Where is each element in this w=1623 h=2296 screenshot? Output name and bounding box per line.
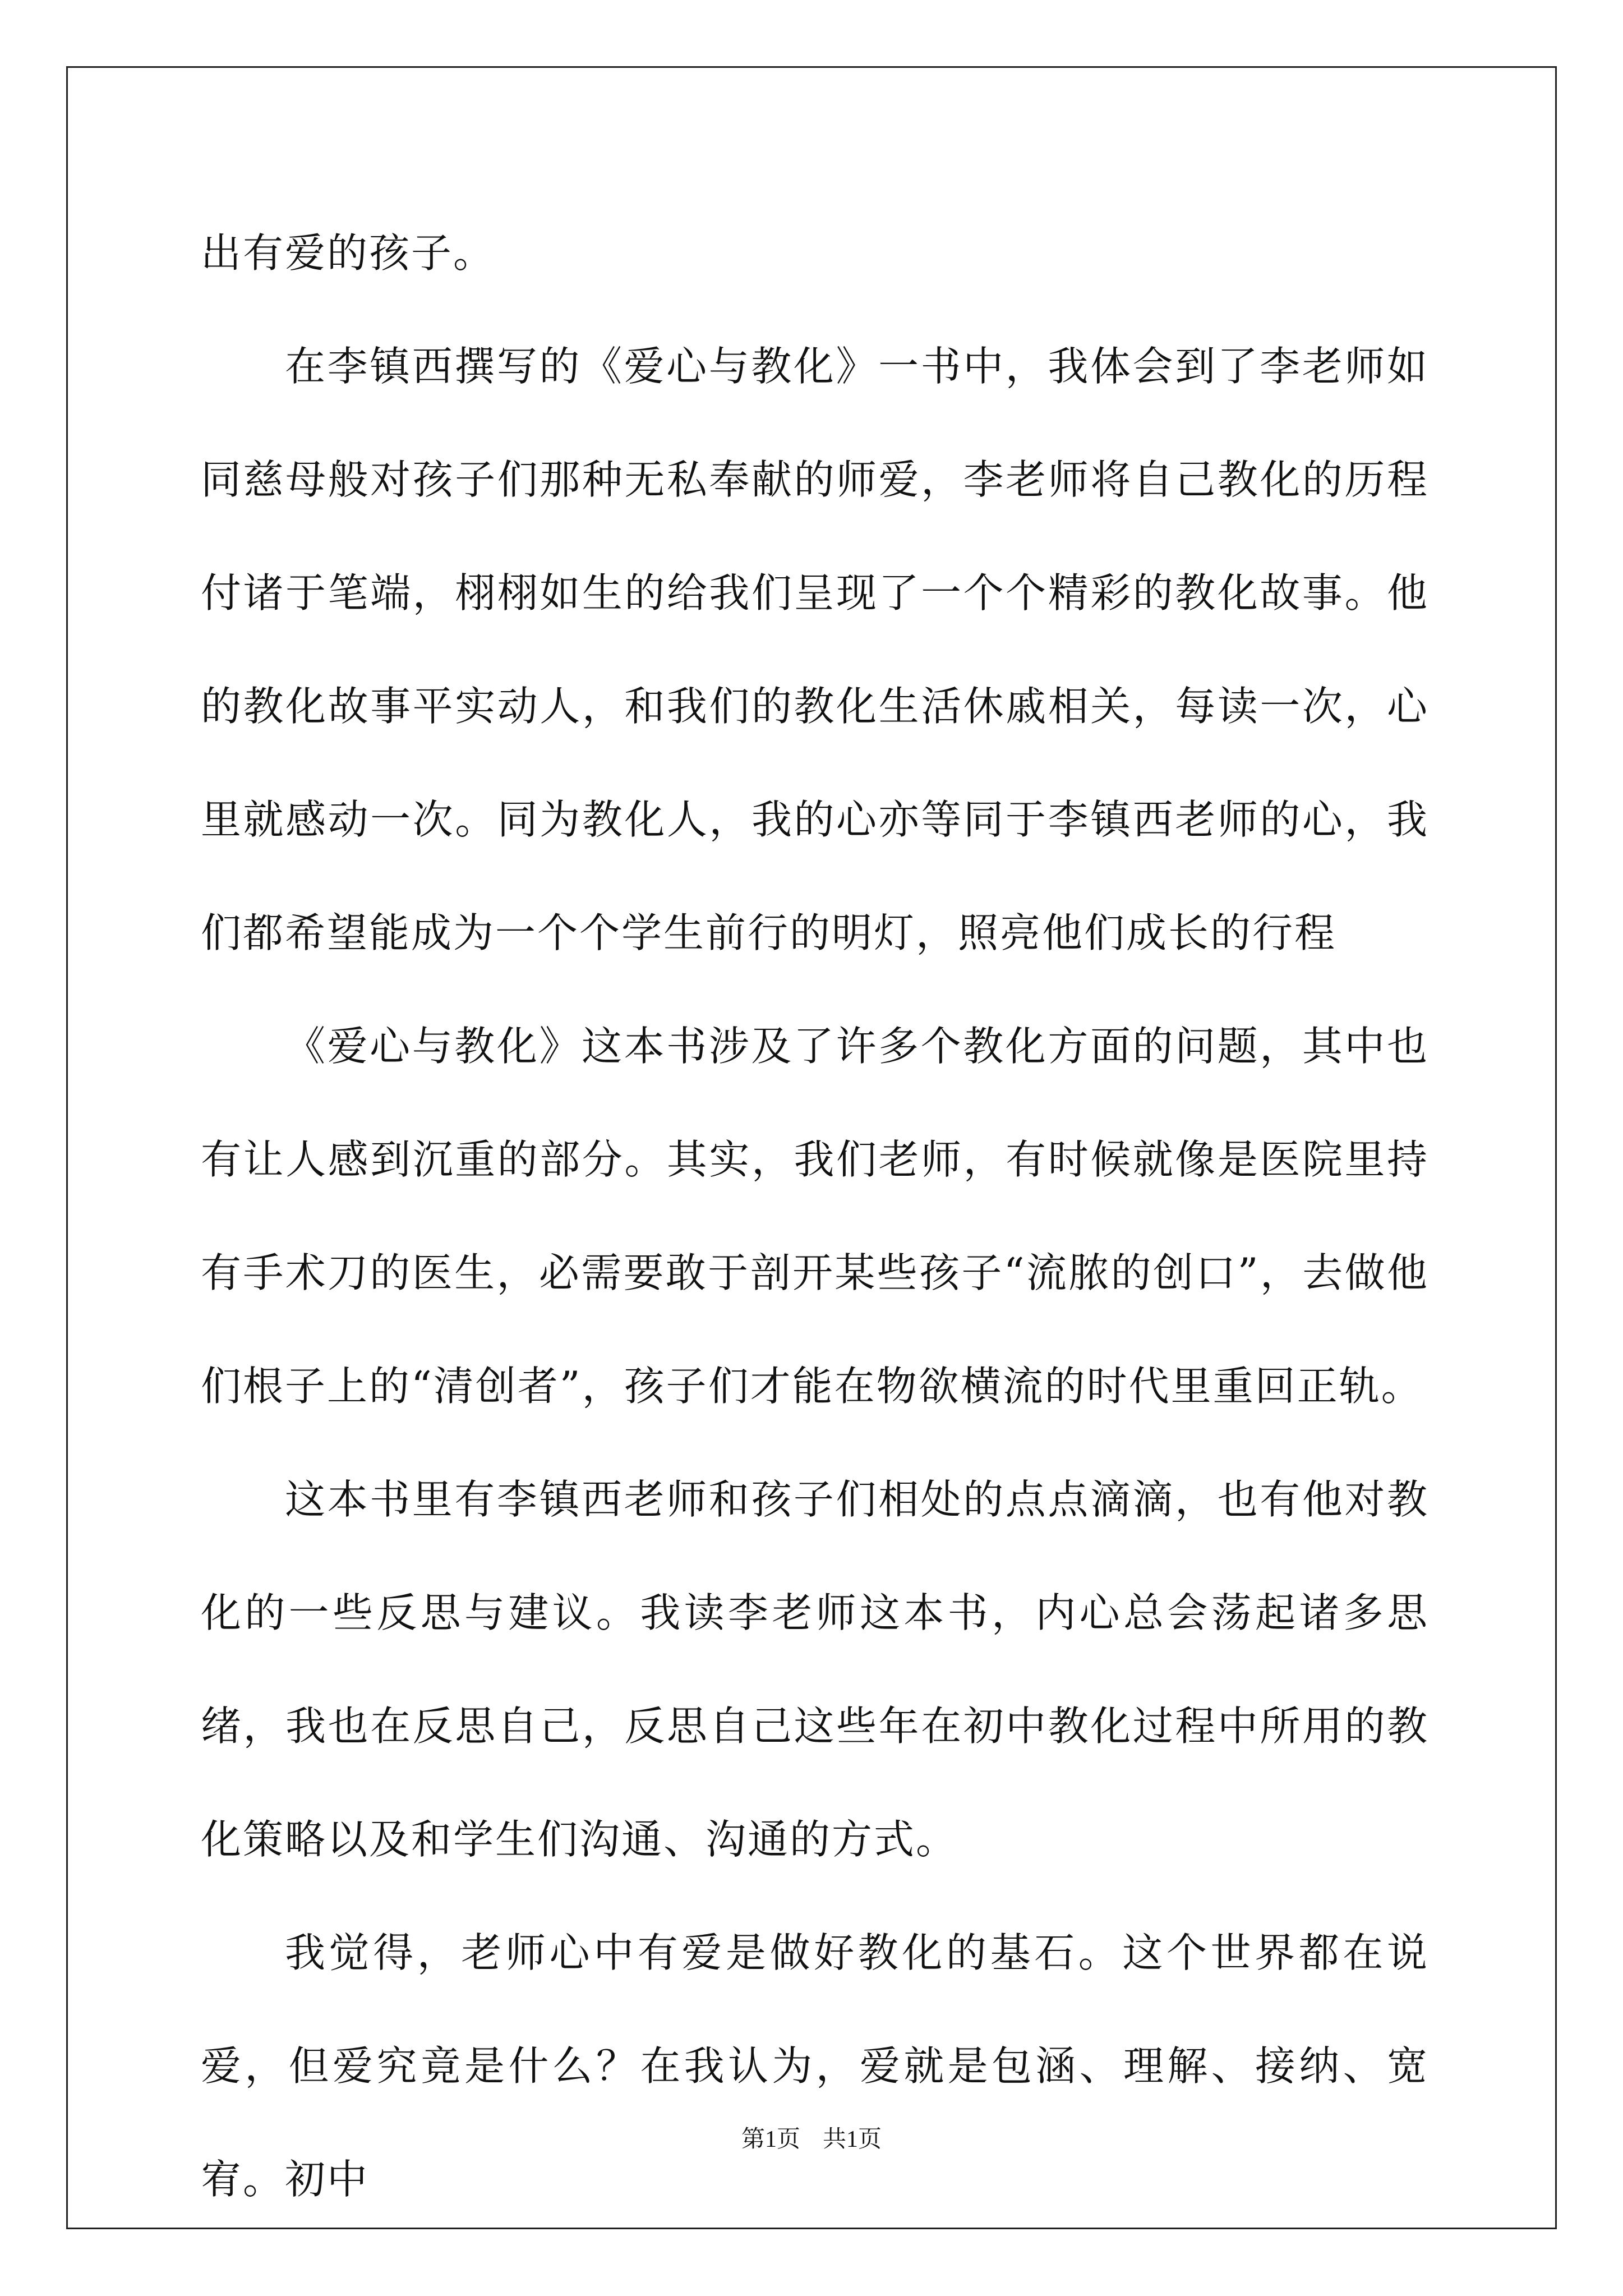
paragraph-2: 在李镇西撰写的《爱心与教化》一书中，我体会到了李老师如同慈母般对孩子们那种无私奉献的师爱，李老师将自己教化的历程付诸于笔端，栩栩如生的给我们呈现了一个个精彩的教化故事。他的教化故事平实动人，和我们的教化生活休戚相关，每读一次，心里就感动一次。同为教化人，我的心亦等同于李镇西老师的心，我们都希望能成为一个个学生前行的明灯，照亮他们成长的行程 xyxy=(201,343,1429,956)
paragraph-3: 《爱心与教化》这本书涉及了许多个教化方面的问题，其中也有让人感到沉重的部分。其实，我们老师，有时候就像是医院里持有手术刀的医生，必需要敢于剖开某些孩子“流脓的创口”，去做他们根子上的“清创者”，孩子们才能在物欲横流的时代里重回正轨。 xyxy=(201,1023,1429,1410)
document-body xyxy=(201,196,1429,2236)
page-total: 共1页 xyxy=(823,2127,882,2152)
page-footer xyxy=(0,2120,1623,2154)
paragraph-1: 出有爱的孩子。 xyxy=(201,229,496,277)
paragraph-4: 这本书里有李镇西老师和孩子们相处的点点滴滴，也有他对教化的一些反思与建议。我读李老师这本书，内心总会荡起诸多思绪，我也在反思自己，反思自己这些年在初中教化过程中所用的教化策略以及和学生们沟通、沟通的方式。 xyxy=(201,1476,1429,1863)
page-number: 第1页 xyxy=(741,2127,800,2152)
paragraph-5: 我觉得，老师心中有爱是做好教化的基石。这个世界都在说爱，但爱究竟是什么？在我认为，爱就是包涵、理解、接纳、宽宥。初中 xyxy=(201,1929,1429,2203)
